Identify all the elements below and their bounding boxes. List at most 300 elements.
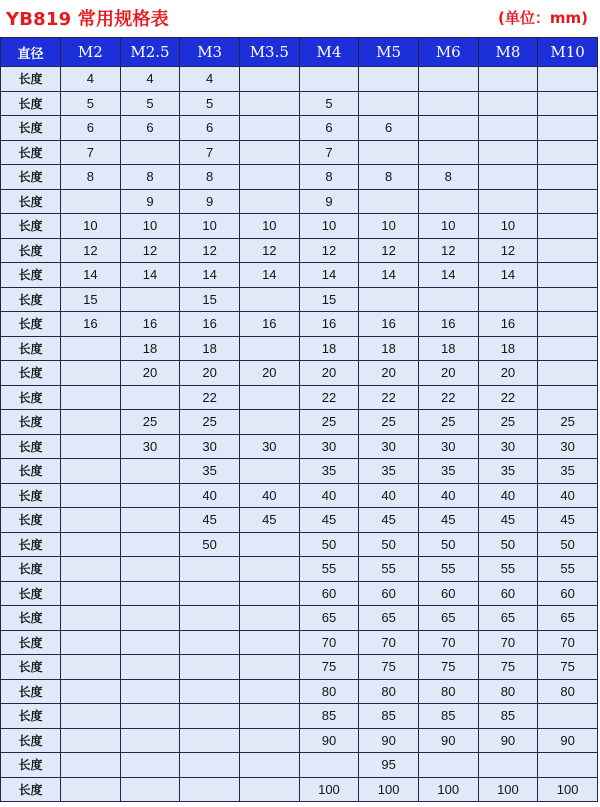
row-label: 长度	[1, 385, 61, 410]
table-cell: 30	[478, 434, 538, 459]
table-cell: 85	[418, 704, 478, 729]
table-cell	[359, 91, 419, 116]
table-cell: 30	[359, 434, 419, 459]
row-label: 长度	[1, 116, 61, 141]
table-row	[1, 238, 598, 263]
table-cell	[120, 287, 180, 312]
table-cell	[478, 189, 538, 214]
row-label: 长度	[1, 91, 61, 116]
table-cell	[239, 557, 299, 582]
table-cell: 10	[239, 214, 299, 239]
table-cell: 60	[478, 581, 538, 606]
table-cell: 75	[478, 655, 538, 680]
table-cell: 20	[239, 361, 299, 386]
table-cell	[120, 483, 180, 508]
table-cell	[239, 336, 299, 361]
table-cell	[239, 287, 299, 312]
table-cell: 70	[538, 630, 598, 655]
table-cell	[120, 140, 180, 165]
table-cell	[180, 704, 240, 729]
table-cell: 16	[418, 312, 478, 337]
table-cell	[61, 385, 121, 410]
table-cell: 40	[418, 483, 478, 508]
table-cell	[61, 606, 121, 631]
table-cell: 60	[538, 581, 598, 606]
table-cell: 90	[299, 728, 359, 753]
table-cell: 60	[299, 581, 359, 606]
table-cell	[61, 532, 121, 557]
table-cell: 22	[478, 385, 538, 410]
table-cell: 22	[299, 385, 359, 410]
table-cell: 20	[180, 361, 240, 386]
table-cell: 30	[120, 434, 180, 459]
table-cell: 25	[120, 410, 180, 435]
table-cell: 9	[299, 189, 359, 214]
table-cell: 50	[180, 532, 240, 557]
table-cell: 50	[478, 532, 538, 557]
row-label: 长度	[1, 67, 61, 92]
table-cell: 12	[299, 238, 359, 263]
table-cell	[478, 67, 538, 92]
table-cell: 16	[120, 312, 180, 337]
table-cell	[239, 459, 299, 484]
table-cell	[418, 753, 478, 778]
table-cell	[359, 140, 419, 165]
column-header: M3.5	[239, 38, 299, 67]
table-cell	[359, 67, 419, 92]
table-cell	[418, 287, 478, 312]
table-cell	[239, 581, 299, 606]
table-cell	[61, 189, 121, 214]
table-cell: 12	[478, 238, 538, 263]
table-cell: 16	[180, 312, 240, 337]
table-cell	[61, 655, 121, 680]
row-label: 长度	[1, 508, 61, 533]
table-cell: 35	[538, 459, 598, 484]
table-cell: 65	[359, 606, 419, 631]
row-label: 长度	[1, 287, 61, 312]
table-cell	[120, 385, 180, 410]
table-cell	[538, 116, 598, 141]
table-cell	[120, 630, 180, 655]
table-cell	[239, 777, 299, 802]
table-cell: 45	[478, 508, 538, 533]
table-cell	[180, 630, 240, 655]
table-cell: 16	[359, 312, 419, 337]
table-cell: 5	[120, 91, 180, 116]
table-cell	[538, 753, 598, 778]
table-cell: 5	[299, 91, 359, 116]
table-cell: 40	[538, 483, 598, 508]
table-row	[1, 116, 598, 141]
table-cell	[180, 606, 240, 631]
table-cell	[120, 728, 180, 753]
table-cell	[61, 434, 121, 459]
table-cell	[239, 655, 299, 680]
table-cell	[359, 189, 419, 214]
row-label: 长度	[1, 606, 61, 631]
row-label: 长度	[1, 189, 61, 214]
table-row	[1, 728, 598, 753]
table-cell: 40	[299, 483, 359, 508]
table-cell: 40	[239, 483, 299, 508]
table-cell	[239, 165, 299, 190]
table-cell	[61, 459, 121, 484]
table-cell	[478, 140, 538, 165]
table-cell	[61, 361, 121, 386]
table-cell	[61, 704, 121, 729]
table-cell: 9	[120, 189, 180, 214]
column-header: M8	[478, 38, 538, 67]
table-cell: 30	[538, 434, 598, 459]
row-label: 长度	[1, 238, 61, 263]
table-cell: 16	[299, 312, 359, 337]
table-cell: 12	[61, 238, 121, 263]
row-label: 长度	[1, 704, 61, 729]
table-cell	[538, 704, 598, 729]
table-cell: 12	[418, 238, 478, 263]
table-cell	[180, 655, 240, 680]
table-cell	[180, 728, 240, 753]
table-cell: 30	[180, 434, 240, 459]
table-cell: 100	[299, 777, 359, 802]
table-cell: 65	[538, 606, 598, 631]
table-cell: 95	[359, 753, 419, 778]
table-cell: 100	[359, 777, 419, 802]
table-cell: 18	[359, 336, 419, 361]
table-cell: 50	[299, 532, 359, 557]
column-header: M4	[299, 38, 359, 67]
table-row	[1, 704, 598, 729]
table-cell	[239, 728, 299, 753]
table-cell: 14	[299, 263, 359, 288]
column-header: M10	[538, 38, 598, 67]
table-cell: 10	[61, 214, 121, 239]
table-row	[1, 753, 598, 778]
column-header: M5	[359, 38, 419, 67]
table-cell: 50	[359, 532, 419, 557]
table-cell: 18	[180, 336, 240, 361]
table-cell	[418, 67, 478, 92]
table-cell: 14	[418, 263, 478, 288]
table-cell: 80	[299, 679, 359, 704]
table-cell: 10	[478, 214, 538, 239]
column-header: M3	[180, 38, 240, 67]
row-label: 长度	[1, 630, 61, 655]
table-row	[1, 361, 598, 386]
row-label: 长度	[1, 140, 61, 165]
table-cell: 100	[538, 777, 598, 802]
table-cell	[538, 189, 598, 214]
table-cell: 12	[359, 238, 419, 263]
table-cell	[239, 679, 299, 704]
table-cell	[538, 361, 598, 386]
table-row	[1, 287, 598, 312]
table-cell	[239, 189, 299, 214]
table-cell: 14	[359, 263, 419, 288]
table-cell: 10	[120, 214, 180, 239]
table-cell	[418, 189, 478, 214]
table-cell	[120, 557, 180, 582]
table-cell: 80	[478, 679, 538, 704]
table-cell	[180, 581, 240, 606]
table-cell	[120, 532, 180, 557]
table-cell	[120, 581, 180, 606]
table-cell: 30	[418, 434, 478, 459]
table-cell	[478, 287, 538, 312]
table-row	[1, 508, 598, 533]
table-cell: 55	[538, 557, 598, 582]
table-cell: 15	[61, 287, 121, 312]
table-cell: 65	[418, 606, 478, 631]
table-cell: 35	[418, 459, 478, 484]
table-cell: 85	[478, 704, 538, 729]
table-cell: 8	[180, 165, 240, 190]
table-cell	[120, 777, 180, 802]
table-cell	[61, 728, 121, 753]
table-cell	[239, 704, 299, 729]
table-cell: 45	[239, 508, 299, 533]
table-cell: 75	[538, 655, 598, 680]
table-row	[1, 140, 598, 165]
table-row	[1, 630, 598, 655]
table-cell: 40	[359, 483, 419, 508]
table-cell: 85	[299, 704, 359, 729]
row-label: 长度	[1, 336, 61, 361]
table-cell	[120, 753, 180, 778]
table-row	[1, 483, 598, 508]
table-cell: 10	[359, 214, 419, 239]
table-cell: 15	[180, 287, 240, 312]
table-cell	[180, 679, 240, 704]
table-cell: 6	[120, 116, 180, 141]
table-cell	[359, 287, 419, 312]
table-cell: 16	[61, 312, 121, 337]
spec-table	[0, 37, 598, 802]
table-cell	[538, 263, 598, 288]
table-cell	[61, 336, 121, 361]
table-cell: 22	[359, 385, 419, 410]
table-cell: 60	[359, 581, 419, 606]
table-cell	[538, 287, 598, 312]
table-cell: 25	[478, 410, 538, 435]
table-cell	[239, 140, 299, 165]
table-cell: 55	[418, 557, 478, 582]
table-cell: 70	[418, 630, 478, 655]
table-row	[1, 581, 598, 606]
table-cell: 70	[359, 630, 419, 655]
table-header-row	[1, 38, 598, 67]
table-cell: 25	[180, 410, 240, 435]
table-cell: 4	[120, 67, 180, 92]
table-row	[1, 557, 598, 582]
table-row	[1, 385, 598, 410]
row-label: 长度	[1, 777, 61, 802]
table-cell: 60	[418, 581, 478, 606]
table-cell: 45	[180, 508, 240, 533]
table-cell: 6	[299, 116, 359, 141]
table-cell: 45	[299, 508, 359, 533]
table-cell: 7	[61, 140, 121, 165]
row-label: 长度	[1, 214, 61, 239]
table-cell	[239, 67, 299, 92]
table-cell: 20	[120, 361, 180, 386]
table-cell	[418, 91, 478, 116]
corner-header: 直径	[1, 38, 61, 67]
page-title: YB819 常用规格表	[6, 9, 169, 30]
table-row	[1, 91, 598, 116]
table-cell: 18	[478, 336, 538, 361]
table-cell	[61, 777, 121, 802]
row-label: 长度	[1, 434, 61, 459]
table-cell: 6	[359, 116, 419, 141]
table-cell	[478, 91, 538, 116]
row-label: 长度	[1, 581, 61, 606]
table-cell: 30	[239, 434, 299, 459]
table-cell: 20	[418, 361, 478, 386]
table-cell: 8	[359, 165, 419, 190]
table-cell	[538, 238, 598, 263]
table-cell	[478, 165, 538, 190]
row-label: 长度	[1, 753, 61, 778]
table-cell: 12	[120, 238, 180, 263]
table-cell	[120, 508, 180, 533]
row-label: 长度	[1, 483, 61, 508]
table-cell: 22	[418, 385, 478, 410]
table-row	[1, 679, 598, 704]
table-cell: 90	[538, 728, 598, 753]
table-cell: 8	[61, 165, 121, 190]
table-cell: 4	[61, 67, 121, 92]
table-cell: 20	[359, 361, 419, 386]
table-cell: 20	[478, 361, 538, 386]
table-cell	[120, 459, 180, 484]
table-cell: 25	[299, 410, 359, 435]
table-cell: 14	[478, 263, 538, 288]
table-cell: 16	[478, 312, 538, 337]
title-bar	[0, 0, 600, 34]
table-row	[1, 777, 598, 802]
table-row	[1, 165, 598, 190]
row-label: 长度	[1, 410, 61, 435]
table-row	[1, 606, 598, 631]
table-cell: 25	[359, 410, 419, 435]
table-cell: 45	[418, 508, 478, 533]
table-cell: 55	[359, 557, 419, 582]
table-cell: 80	[418, 679, 478, 704]
table-cell: 8	[418, 165, 478, 190]
table-cell: 18	[418, 336, 478, 361]
row-label: 长度	[1, 655, 61, 680]
table-cell	[180, 777, 240, 802]
table-cell: 55	[478, 557, 538, 582]
table-cell	[61, 679, 121, 704]
table-cell	[538, 165, 598, 190]
table-cell	[180, 557, 240, 582]
table-cell: 75	[359, 655, 419, 680]
table-cell	[239, 753, 299, 778]
table-cell: 6	[61, 116, 121, 141]
row-label: 长度	[1, 679, 61, 704]
table-cell: 65	[478, 606, 538, 631]
table-cell: 8	[120, 165, 180, 190]
table-cell	[538, 67, 598, 92]
table-cell: 6	[180, 116, 240, 141]
table-cell: 8	[299, 165, 359, 190]
table-cell	[239, 410, 299, 435]
table-cell	[239, 532, 299, 557]
column-header: M2.5	[120, 38, 180, 67]
table-cell	[538, 336, 598, 361]
table-cell: 90	[418, 728, 478, 753]
table-cell: 55	[299, 557, 359, 582]
table-cell: 50	[538, 532, 598, 557]
table-cell: 4	[180, 67, 240, 92]
table-cell: 50	[418, 532, 478, 557]
table-cell: 5	[180, 91, 240, 116]
column-header: M2	[61, 38, 121, 67]
table-cell	[180, 753, 240, 778]
table-cell	[239, 606, 299, 631]
table-cell: 14	[180, 263, 240, 288]
table-cell	[538, 214, 598, 239]
table-cell	[478, 116, 538, 141]
row-label: 长度	[1, 312, 61, 337]
table-cell: 100	[478, 777, 538, 802]
table-cell: 14	[120, 263, 180, 288]
table-cell	[120, 679, 180, 704]
table-cell	[418, 140, 478, 165]
table-cell: 7	[180, 140, 240, 165]
table-cell: 35	[359, 459, 419, 484]
table-cell: 30	[299, 434, 359, 459]
unit-label: (单位：mm)	[498, 9, 588, 27]
table-cell	[478, 753, 538, 778]
table-cell: 14	[239, 263, 299, 288]
table-cell: 65	[299, 606, 359, 631]
table-cell: 80	[359, 679, 419, 704]
row-label: 长度	[1, 728, 61, 753]
table-cell	[538, 91, 598, 116]
table-cell: 45	[359, 508, 419, 533]
table-row	[1, 214, 598, 239]
table-cell: 10	[180, 214, 240, 239]
table-cell: 40	[180, 483, 240, 508]
table-cell: 9	[180, 189, 240, 214]
table-cell	[61, 630, 121, 655]
table-cell	[61, 753, 121, 778]
table-cell: 90	[478, 728, 538, 753]
table-cell	[538, 385, 598, 410]
table-cell	[239, 385, 299, 410]
table-cell: 22	[180, 385, 240, 410]
table-cell: 70	[478, 630, 538, 655]
table-cell	[120, 704, 180, 729]
row-label: 长度	[1, 459, 61, 484]
table-cell	[239, 91, 299, 116]
table-row	[1, 312, 598, 337]
table-cell: 35	[478, 459, 538, 484]
table-cell	[61, 483, 121, 508]
table-cell	[299, 67, 359, 92]
table-cell: 90	[359, 728, 419, 753]
table-cell: 15	[299, 287, 359, 312]
table-cell: 10	[299, 214, 359, 239]
table-cell: 80	[538, 679, 598, 704]
table-cell	[239, 116, 299, 141]
table-cell: 12	[239, 238, 299, 263]
table-cell: 5	[61, 91, 121, 116]
